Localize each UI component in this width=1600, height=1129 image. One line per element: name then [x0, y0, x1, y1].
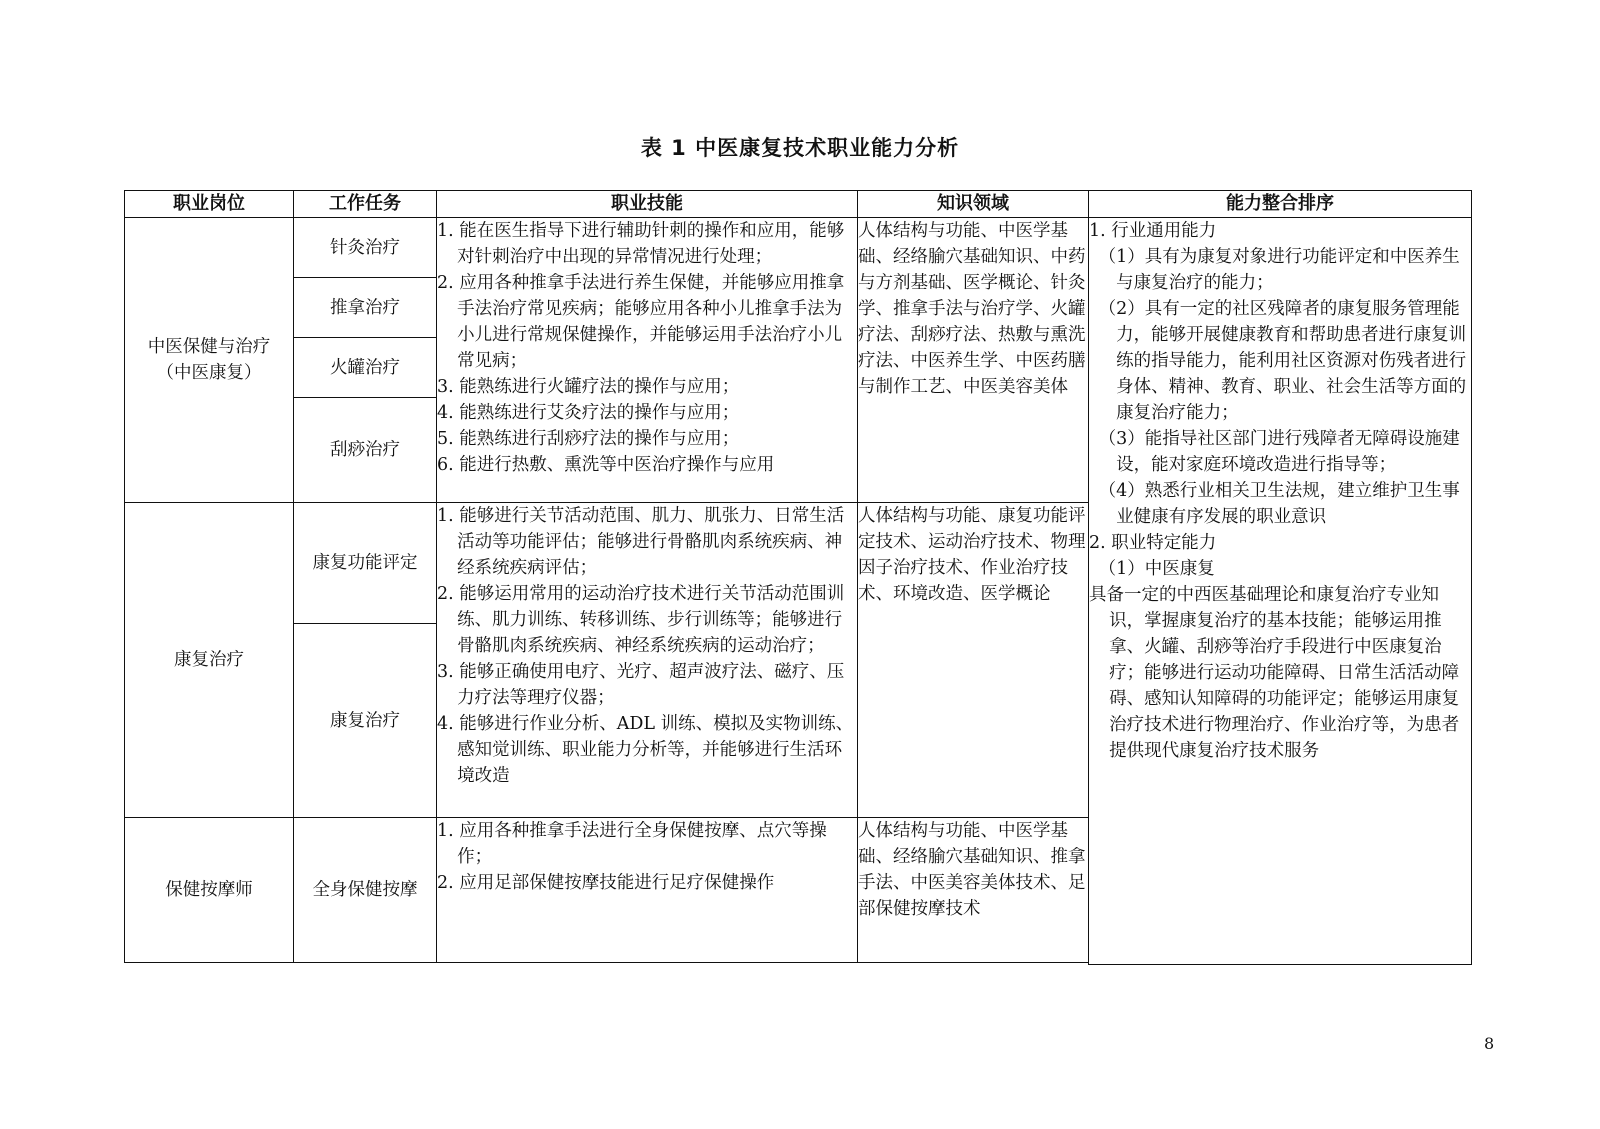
integration-item: （2）具有一定的社区残障者的康复服务管理能力，能够开展健康教育和帮助患者进行康复训练的指导能力，能利用社区资源对伤残者进行身体、精神、教育、职业、社会生活等方面的康复治疗能力； — [1098, 299, 1467, 423]
post-cell — [125, 503, 294, 818]
header-knowledge: 知识领域 — [858, 191, 1089, 218]
skill-cell — [437, 503, 858, 818]
skill-item: 3. 能熟练进行火罐疗法的操作与应用； — [437, 377, 740, 397]
page-number: 8 — [1484, 1034, 1495, 1053]
post-line: 康复治疗 — [174, 650, 244, 670]
task-cell: 康复功能评定 — [294, 503, 437, 624]
skill-item: 3. 能够正确使用电疗、光疗、超声波疗法、磁疗、压力疗法等理疗仪器； — [437, 662, 845, 708]
header-task: 工作任务 — [294, 191, 437, 218]
skill-item: 6. 能进行热敷、熏洗等中医治疗操作与应用 — [437, 455, 775, 475]
header-post: 职业岗位 — [125, 191, 294, 218]
post-line: 保健按摩师 — [165, 880, 253, 900]
task-cell: 火罐治疗 — [294, 338, 437, 398]
integration-heading: 1. 行业通用能力 — [1089, 221, 1217, 241]
integration-subheading: （1）中医康复 — [1098, 559, 1215, 579]
table-row — [125, 218, 1472, 278]
skill-item: 1. 能在医生指导下进行辅助针刺的操作和应用，能够对针刺治疗中出现的异常情况进行处理； — [437, 221, 845, 267]
knowledge-cell: 人体结构与功能、康复功能评定技术、运动治疗技术、物理因子治疗技术、作业治疗技术、环境改造、医学概论 — [858, 503, 1089, 818]
skill-item: 2. 能够运用常用的运动治疗技术进行关节活动范围训练、肌力训练、转移训练、步行训练等；能够进行骨骼肌肉系统疾病、神经系统疾病的运动治疗； — [437, 584, 845, 656]
post-cell — [125, 218, 294, 503]
header-skill: 职业技能 — [437, 191, 858, 218]
header-integration: 能力整合排序 — [1089, 191, 1472, 218]
task-cell: 刮痧治疗 — [294, 398, 437, 503]
skill-cell — [437, 218, 858, 503]
integration-text: 具备一定的中西医基础理论和康复治疗专业知识，掌握康复治疗的基本技能；能够运用推拿、火罐、刮痧等治疗手段进行中医康复治疗；能够进行运动功能障碍、日常生活活动障碍、感知认知障碍的功能评定；能够运用康复治疗技术进行物理治疗、作业治疗等，为患者提供现代康复治疗技术服务 — [1089, 585, 1460, 761]
table-header-row — [125, 191, 1472, 218]
integration-cell — [1089, 218, 1472, 965]
skill-item: 5. 能熟练进行刮痧疗法的操作与应用； — [437, 429, 740, 449]
page-title: 表 1 中医康复技术职业能力分析 — [640, 136, 960, 160]
post-line: （中医康复） — [156, 363, 262, 383]
integration-item: （1）具有为康复对象进行功能评定和中医养生与康复治疗的能力； — [1098, 247, 1460, 293]
skill-cell — [437, 818, 858, 963]
skill-item: 2. 应用足部保健按摩技能进行足疗保健操作 — [437, 873, 775, 893]
skill-item: 1. 应用各种推拿手法进行全身保健按摩、点穴等操作； — [437, 821, 827, 867]
task-cell: 全身保健按摩 — [294, 818, 437, 963]
integration-item: （4）熟悉行业相关卫生法规，建立维护卫生事业健康有序发展的职业意识 — [1098, 481, 1460, 527]
post-line: 中医保健与治疗 — [147, 337, 271, 357]
task-cell: 康复治疗 — [294, 624, 437, 818]
knowledge-cell: 人体结构与功能、中医学基础、经络腧穴基础知识、推拿手法、中医美容美体技术、足部保健按摩技术 — [858, 818, 1089, 963]
skill-item: 4. 能够进行作业分析、ADL 训练、模拟及实物训练、感知觉训练、职业能力分析等，并能够进行生活环境改造 — [437, 714, 854, 786]
integration-heading: 2. 职业特定能力 — [1089, 533, 1217, 553]
post-cell — [125, 818, 294, 963]
skill-item: 2. 应用各种推拿手法进行养生保健，并能够应用推拿手法治疗常见疾病；能够应用各种小儿推拿手法为小儿进行常规保健操作，并能够运用手法治疗小儿常见病； — [437, 273, 845, 371]
skill-item: 4. 能熟练进行艾灸疗法的操作与应用； — [437, 403, 740, 423]
skill-item: 1. 能够进行关节活动范围、肌力、肌张力、日常生活活动等功能评估；能够进行骨骼肌肉系统疾病、神经系统疾病评估； — [437, 506, 845, 578]
task-cell: 推拿治疗 — [294, 278, 437, 338]
integration-item: （3）能指导社区部门进行残障者无障碍设施建设，能对家庭环境改造进行指导等； — [1098, 429, 1460, 475]
competency-analysis-table — [124, 190, 1472, 965]
task-cell: 针灸治疗 — [294, 218, 437, 278]
knowledge-cell: 人体结构与功能、中医学基础、经络腧穴基础知识、中药与方剂基础、医学概论、针灸学、推拿手法与治疗学、火罐疗法、刮痧疗法、热敷与熏洗疗法、中医养生学、中医药膳与制作工艺、中医美容美体 — [858, 218, 1089, 503]
